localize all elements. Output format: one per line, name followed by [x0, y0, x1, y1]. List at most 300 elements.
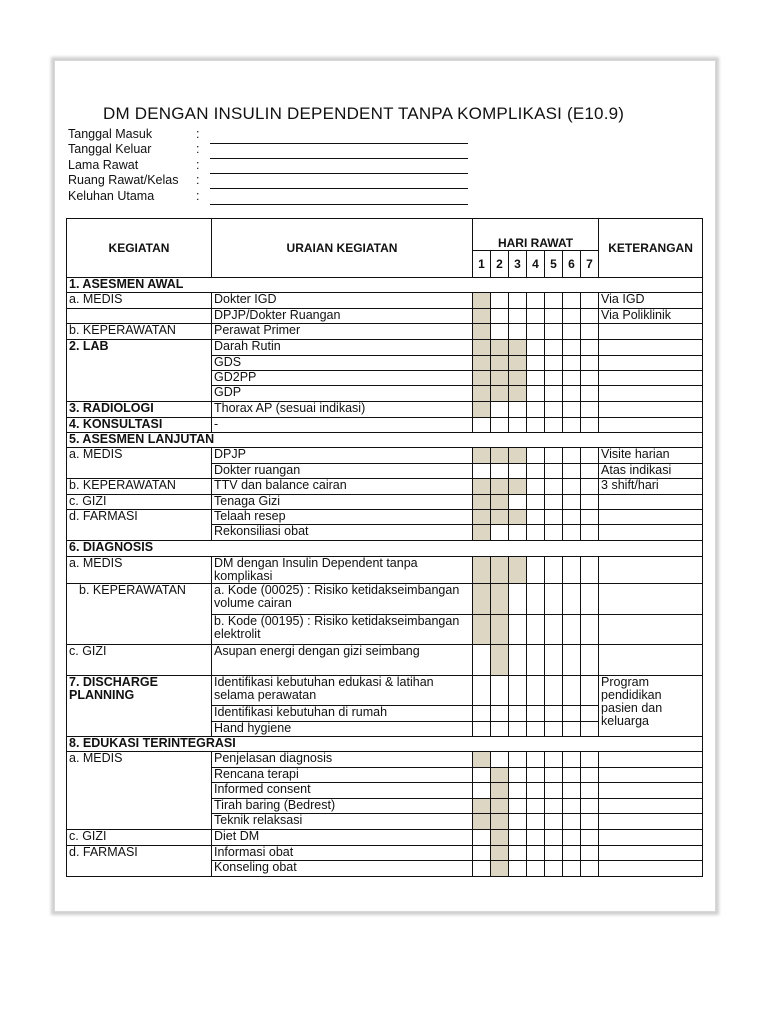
day-6-checkbox[interactable] [563, 356, 581, 371]
day-3-checkbox[interactable] [509, 557, 527, 584]
day-4-checkbox[interactable] [527, 448, 545, 464]
day-7-checkbox[interactable] [581, 706, 599, 722]
day-5-checkbox[interactable] [545, 615, 563, 645]
day-1-checkbox[interactable] [473, 584, 491, 615]
day-5-checkbox[interactable] [545, 371, 563, 386]
day-5-checkbox[interactable] [545, 768, 563, 783]
day-1-checkbox[interactable] [473, 309, 491, 324]
section-heading: 8. EDUKASI TERINTEGRASI [67, 737, 703, 752]
day-7-checkbox[interactable] [581, 464, 599, 479]
day-6-checkbox[interactable] [563, 402, 581, 418]
day-4-checkbox[interactable] [527, 676, 545, 706]
section-heading: 6. DIAGNOSIS [67, 541, 703, 557]
day-2-checkbox[interactable] [491, 324, 509, 340]
day-1-checkbox[interactable] [473, 418, 491, 433]
section-row [67, 737, 703, 752]
day-5-checkbox[interactable] [545, 324, 563, 340]
day-4-checkbox[interactable] [527, 645, 545, 676]
day-7-checkbox[interactable] [581, 861, 599, 877]
table-row [67, 309, 703, 324]
keterangan-cell: Atas indikasi [599, 464, 703, 479]
day-1-checkbox[interactable] [473, 846, 491, 861]
day-4-checkbox[interactable] [527, 557, 545, 584]
day-5-checkbox[interactable] [545, 799, 563, 814]
day-1-checkbox[interactable] [473, 645, 491, 676]
day-4-checkbox[interactable] [527, 799, 545, 814]
day-3-checkbox[interactable] [509, 309, 527, 324]
table-row [67, 324, 703, 340]
day-5-checkbox[interactable] [545, 752, 563, 768]
day-5-checkbox[interactable] [545, 479, 563, 495]
kegiatan-cell: d. FARMASI [67, 846, 212, 877]
day-3-checkbox[interactable] [509, 846, 527, 861]
day-6-checkbox[interactable] [563, 846, 581, 861]
day-3-checkbox[interactable] [509, 356, 527, 371]
day-2-checkbox[interactable] [491, 309, 509, 324]
day-7-checkbox[interactable] [581, 479, 599, 495]
uraian-cell: DM dengan Insulin Dependent tanpa komplikasi [212, 557, 473, 584]
day-5-checkbox[interactable] [545, 464, 563, 479]
day-7-checkbox[interactable] [581, 448, 599, 464]
day-6-checkbox[interactable] [563, 479, 581, 495]
day-3-checkbox[interactable] [509, 495, 527, 510]
day-3-checkbox[interactable] [509, 799, 527, 814]
day-6-checkbox[interactable] [563, 799, 581, 814]
day-1-checkbox[interactable] [473, 324, 491, 340]
table-row [67, 676, 703, 706]
day-5-checkbox[interactable] [545, 510, 563, 525]
day-3-checkbox[interactable] [509, 479, 527, 495]
keterangan-cell: Visite harian [599, 448, 703, 464]
day-1-checkbox[interactable] [473, 706, 491, 722]
day-7-checkbox[interactable] [581, 830, 599, 846]
uraian-cell: GD2PP [212, 371, 473, 386]
day-5-checkbox[interactable] [545, 418, 563, 433]
table-row [67, 340, 703, 356]
day-5-checkbox[interactable] [545, 722, 563, 737]
day-4-checkbox[interactable] [527, 584, 545, 615]
day-6-checkbox[interactable] [563, 706, 581, 722]
day-3-checkbox[interactable] [509, 584, 527, 615]
day-3-checkbox[interactable] [509, 525, 527, 541]
day-2-checkbox[interactable] [491, 768, 509, 783]
day-7-checkbox[interactable] [581, 510, 599, 525]
uraian-cell: Rekonsiliasi obat [212, 525, 473, 541]
day-3-checkbox[interactable] [509, 324, 527, 340]
uraian-cell: b. Kode (00195) : Risiko ketidakseimbangan elektrolit [212, 615, 473, 645]
day-5-checkbox[interactable] [545, 676, 563, 706]
day-3-checkbox[interactable] [509, 768, 527, 783]
day-4-checkbox[interactable] [527, 495, 545, 510]
day-4-checkbox[interactable] [527, 830, 545, 846]
day-4-checkbox[interactable] [527, 525, 545, 541]
field-colon: : [196, 173, 200, 187]
kegiatan-cell: a. MEDIS [67, 752, 212, 830]
day-2-checkbox[interactable] [491, 464, 509, 479]
day-2-checkbox[interactable] [491, 645, 509, 676]
day-4-checkbox[interactable] [527, 371, 545, 386]
day-6-checkbox[interactable] [563, 861, 581, 877]
day-6-checkbox[interactable] [563, 752, 581, 768]
day-2-checkbox[interactable] [491, 340, 509, 356]
day-7-checkbox[interactable] [581, 676, 599, 706]
day-4-checkbox[interactable] [527, 309, 545, 324]
kegiatan-cell: b. KEPERAWATAN [67, 584, 212, 645]
day-3-checkbox[interactable] [509, 645, 527, 676]
day-6-checkbox[interactable] [563, 783, 581, 799]
header-kegiatan: KEGIATAN [67, 219, 212, 278]
day-2-checkbox[interactable] [491, 510, 509, 525]
day-5-checkbox[interactable] [545, 386, 563, 402]
day-7-checkbox[interactable] [581, 386, 599, 402]
day-1-checkbox[interactable] [473, 768, 491, 783]
field-label-lama-rawat: Lama Rawat [68, 158, 139, 172]
day-1-checkbox[interactable] [473, 293, 491, 309]
day-1-checkbox[interactable] [473, 464, 491, 479]
day-7-checkbox[interactable] [581, 846, 599, 861]
day-2-checkbox[interactable] [491, 479, 509, 495]
table-row [67, 752, 703, 768]
day-7-checkbox[interactable] [581, 495, 599, 510]
day-7-checkbox[interactable] [581, 324, 599, 340]
day-2-checkbox[interactable] [491, 293, 509, 309]
day-3-checkbox[interactable] [509, 676, 527, 706]
day-1-checkbox[interactable] [473, 495, 491, 510]
table-row [67, 479, 703, 495]
header-uraian-kegiatan: URAIAN KEGIATAN [212, 219, 473, 278]
keterangan-cell: Via IGD [599, 293, 703, 309]
kegiatan-cell: b. KEPERAWATAN [67, 324, 212, 340]
table-row [67, 448, 703, 464]
day-1-checkbox[interactable] [473, 861, 491, 877]
day-4-checkbox[interactable] [527, 814, 545, 830]
day-2-checkbox[interactable] [491, 846, 509, 861]
table-row [67, 645, 703, 676]
day-5-checkbox[interactable] [545, 706, 563, 722]
day-3-checkbox[interactable] [509, 752, 527, 768]
day-6-checkbox[interactable] [563, 386, 581, 402]
day-6-checkbox[interactable] [563, 464, 581, 479]
day-1-checkbox[interactable] [473, 386, 491, 402]
day-2-checkbox[interactable] [491, 799, 509, 814]
day-5-checkbox[interactable] [545, 846, 563, 861]
day-3-checkbox[interactable] [509, 706, 527, 722]
day-3-checkbox[interactable] [509, 783, 527, 799]
uraian-cell: Rencana terapi [212, 768, 473, 783]
day-6-checkbox[interactable] [563, 722, 581, 737]
day-4-checkbox[interactable] [527, 293, 545, 309]
day-5-checkbox[interactable] [545, 340, 563, 356]
field-colon: : [196, 127, 200, 141]
day-7-checkbox[interactable] [581, 340, 599, 356]
day-2-checkbox[interactable] [491, 706, 509, 722]
uraian-cell: - [212, 418, 473, 433]
day-3-checkbox[interactable] [509, 615, 527, 645]
keterangan-cell [599, 783, 703, 799]
day-3-checkbox[interactable] [509, 293, 527, 309]
day-4-checkbox[interactable] [527, 356, 545, 371]
day-6-checkbox[interactable] [563, 830, 581, 846]
day-4-checkbox[interactable] [527, 324, 545, 340]
day-2-checkbox[interactable] [491, 861, 509, 877]
day-6-checkbox[interactable] [563, 645, 581, 676]
day-6-checkbox[interactable] [563, 371, 581, 386]
day-2-checkbox[interactable] [491, 448, 509, 464]
day-2-checkbox[interactable] [491, 418, 509, 433]
section-heading: 5. ASESMEN LANJUTAN [67, 433, 703, 448]
day-2-checkbox[interactable] [491, 830, 509, 846]
day-1-checkbox[interactable] [473, 814, 491, 830]
day-7-checkbox[interactable] [581, 768, 599, 783]
keterangan-cell [599, 861, 703, 877]
kegiatan-cell: 2. LAB [67, 340, 212, 402]
keterangan-cell [599, 846, 703, 861]
day-3-checkbox[interactable] [509, 340, 527, 356]
day-2-checkbox[interactable] [491, 814, 509, 830]
kegiatan-cell: c. GIZI [67, 645, 212, 676]
day-5-checkbox[interactable] [545, 495, 563, 510]
uraian-cell: Informed consent [212, 783, 473, 799]
day-6-checkbox[interactable] [563, 324, 581, 340]
keterangan-cell [599, 752, 703, 768]
day-6-checkbox[interactable] [563, 340, 581, 356]
day-5-checkbox[interactable] [545, 356, 563, 371]
day-5-checkbox[interactable] [545, 293, 563, 309]
uraian-cell: Identifikasi kebutuhan di rumah [212, 706, 473, 722]
day-6-checkbox[interactable] [563, 676, 581, 706]
table-row [67, 510, 703, 525]
day-2-checkbox[interactable] [491, 495, 509, 510]
day-4-checkbox[interactable] [527, 340, 545, 356]
kegiatan-cell: c. GIZI [67, 495, 212, 510]
day-6-checkbox[interactable] [563, 495, 581, 510]
day-5-checkbox[interactable] [545, 861, 563, 877]
uraian-cell: Tenaga Gizi [212, 495, 473, 510]
kegiatan-cell: a. MEDIS [67, 448, 212, 479]
kegiatan-cell: 7. DISCHARGE PLANNING [67, 676, 212, 737]
kegiatan-cell: b. KEPERAWATAN [67, 479, 212, 495]
day-2-checkbox[interactable] [491, 752, 509, 768]
day-2-checkbox[interactable] [491, 615, 509, 645]
day-3-checkbox[interactable] [509, 814, 527, 830]
day-7-checkbox[interactable] [581, 799, 599, 814]
day-2-checkbox[interactable] [491, 676, 509, 706]
keterangan-cell: 3 shift/hari [599, 479, 703, 495]
day-1-checkbox[interactable] [473, 676, 491, 706]
day-4-checkbox[interactable] [527, 479, 545, 495]
day-6-checkbox[interactable] [563, 557, 581, 584]
day-7-checkbox[interactable] [581, 722, 599, 737]
document-title: DM DENGAN INSULIN DEPENDENT TANPA KOMPLIKASI (E10.9) [103, 104, 625, 123]
day-header: 6 [563, 251, 581, 278]
day-5-checkbox[interactable] [545, 525, 563, 541]
day-5-checkbox[interactable] [545, 645, 563, 676]
day-7-checkbox[interactable] [581, 557, 599, 584]
day-6-checkbox[interactable] [563, 418, 581, 433]
day-7-checkbox[interactable] [581, 584, 599, 615]
keterangan-cell [599, 525, 703, 541]
keterangan-cell [599, 418, 703, 433]
day-6-checkbox[interactable] [563, 293, 581, 309]
day-1-checkbox[interactable] [473, 340, 491, 356]
day-2-checkbox[interactable] [491, 557, 509, 584]
uraian-cell: Penjelasan diagnosis [212, 752, 473, 768]
day-1-checkbox[interactable] [473, 448, 491, 464]
day-1-checkbox[interactable] [473, 479, 491, 495]
day-3-checkbox[interactable] [509, 418, 527, 433]
day-2-checkbox[interactable] [491, 525, 509, 541]
day-7-checkbox[interactable] [581, 615, 599, 645]
day-4-checkbox[interactable] [527, 418, 545, 433]
day-3-checkbox[interactable] [509, 371, 527, 386]
keterangan-cell [599, 799, 703, 814]
day-6-checkbox[interactable] [563, 615, 581, 645]
day-6-checkbox[interactable] [563, 309, 581, 324]
table-row [67, 418, 703, 433]
day-7-checkbox[interactable] [581, 371, 599, 386]
field-line-tanggal-masuk[interactable] [210, 143, 468, 144]
day-3-checkbox[interactable] [509, 402, 527, 418]
day-6-checkbox[interactable] [563, 768, 581, 783]
kegiatan-cell: a. MEDIS [67, 557, 212, 584]
day-4-checkbox[interactable] [527, 402, 545, 418]
day-1-checkbox[interactable] [473, 356, 491, 371]
day-1-checkbox[interactable] [473, 799, 491, 814]
day-2-checkbox[interactable] [491, 356, 509, 371]
uraian-cell: Darah Rutin [212, 340, 473, 356]
day-header: 2 [491, 251, 509, 278]
day-5-checkbox[interactable] [545, 557, 563, 584]
day-5-checkbox[interactable] [545, 814, 563, 830]
keterangan-cell [599, 814, 703, 830]
day-4-checkbox[interactable] [527, 615, 545, 645]
day-7-checkbox[interactable] [581, 752, 599, 768]
day-3-checkbox[interactable] [509, 830, 527, 846]
day-5-checkbox[interactable] [545, 830, 563, 846]
day-1-checkbox[interactable] [473, 557, 491, 584]
keterangan-cell: Program pendidikan pasien dan keluarga [599, 676, 703, 737]
day-6-checkbox[interactable] [563, 584, 581, 615]
kegiatan-cell [67, 309, 212, 324]
day-3-checkbox[interactable] [509, 448, 527, 464]
day-1-checkbox[interactable] [473, 752, 491, 768]
day-4-checkbox[interactable] [527, 464, 545, 479]
day-7-checkbox[interactable] [581, 402, 599, 418]
clinical-pathway-table [66, 218, 703, 877]
day-3-checkbox[interactable] [509, 464, 527, 479]
field-line-tanggal-keluar[interactable] [210, 158, 468, 159]
keterangan-cell [599, 645, 703, 676]
table-row [67, 846, 703, 861]
day-4-checkbox[interactable] [527, 706, 545, 722]
field-label-keluhan-utama: Keluhan Utama [68, 189, 155, 203]
keterangan-cell: Via Poliklinik [599, 309, 703, 324]
uraian-cell: Identifikasi kebutuhan edukasi & latihan selama perawatan [212, 676, 473, 706]
day-header: 5 [545, 251, 563, 278]
day-6-checkbox[interactable] [563, 448, 581, 464]
field-line-keluhan-utama[interactable] [210, 204, 468, 205]
day-1-checkbox[interactable] [473, 783, 491, 799]
keterangan-cell [599, 371, 703, 386]
day-5-checkbox[interactable] [545, 783, 563, 799]
uraian-cell: Teknik relaksasi [212, 814, 473, 830]
day-4-checkbox[interactable] [527, 722, 545, 737]
keterangan-cell [599, 324, 703, 340]
day-4-checkbox[interactable] [527, 386, 545, 402]
day-1-checkbox[interactable] [473, 615, 491, 645]
day-2-checkbox[interactable] [491, 584, 509, 615]
day-1-checkbox[interactable] [473, 722, 491, 737]
day-1-checkbox[interactable] [473, 402, 491, 418]
day-1-checkbox[interactable] [473, 525, 491, 541]
day-7-checkbox[interactable] [581, 293, 599, 309]
keterangan-cell [599, 356, 703, 371]
uraian-cell: Thorax AP (sesuai indikasi) [212, 402, 473, 418]
day-3-checkbox[interactable] [509, 510, 527, 525]
day-4-checkbox[interactable] [527, 783, 545, 799]
day-6-checkbox[interactable] [563, 510, 581, 525]
day-7-checkbox[interactable] [581, 783, 599, 799]
table-row [67, 495, 703, 510]
day-header: 1 [473, 251, 491, 278]
field-line-lama-rawat[interactable] [210, 173, 468, 174]
day-2-checkbox[interactable] [491, 722, 509, 737]
day-3-checkbox[interactable] [509, 386, 527, 402]
keterangan-cell [599, 402, 703, 418]
day-1-checkbox[interactable] [473, 510, 491, 525]
day-6-checkbox[interactable] [563, 814, 581, 830]
day-7-checkbox[interactable] [581, 309, 599, 324]
uraian-cell: Telaah resep [212, 510, 473, 525]
day-2-checkbox[interactable] [491, 783, 509, 799]
day-5-checkbox[interactable] [545, 402, 563, 418]
day-7-checkbox[interactable] [581, 814, 599, 830]
table-row [67, 402, 703, 418]
day-1-checkbox[interactable] [473, 371, 491, 386]
day-4-checkbox[interactable] [527, 752, 545, 768]
day-7-checkbox[interactable] [581, 356, 599, 371]
uraian-cell: DPJP/Dokter Ruangan [212, 309, 473, 324]
day-4-checkbox[interactable] [527, 846, 545, 861]
table-row [67, 830, 703, 846]
day-2-checkbox[interactable] [491, 386, 509, 402]
kegiatan-cell: 4. KONSULTASI [67, 418, 212, 433]
day-7-checkbox[interactable] [581, 418, 599, 433]
day-3-checkbox[interactable] [509, 722, 527, 737]
day-3-checkbox[interactable] [509, 861, 527, 877]
keterangan-cell [599, 386, 703, 402]
day-4-checkbox[interactable] [527, 861, 545, 877]
day-2-checkbox[interactable] [491, 371, 509, 386]
section-row [67, 433, 703, 448]
day-7-checkbox[interactable] [581, 525, 599, 541]
day-2-checkbox[interactable] [491, 402, 509, 418]
day-1-checkbox[interactable] [473, 830, 491, 846]
day-4-checkbox[interactable] [527, 768, 545, 783]
field-line-ruang-rawat-kelas[interactable] [210, 188, 468, 189]
uraian-cell: GDS [212, 356, 473, 371]
day-5-checkbox[interactable] [545, 309, 563, 324]
uraian-cell: DPJP [212, 448, 473, 464]
day-7-checkbox[interactable] [581, 645, 599, 676]
day-5-checkbox[interactable] [545, 584, 563, 615]
day-4-checkbox[interactable] [527, 510, 545, 525]
day-6-checkbox[interactable] [563, 525, 581, 541]
uraian-cell: a. Kode (00025) : Risiko ketidakseimbangan volume cairan [212, 584, 473, 615]
day-5-checkbox[interactable] [545, 448, 563, 464]
section-heading: 1. ASESMEN AWAL [67, 278, 703, 293]
keterangan-cell [599, 584, 703, 615]
